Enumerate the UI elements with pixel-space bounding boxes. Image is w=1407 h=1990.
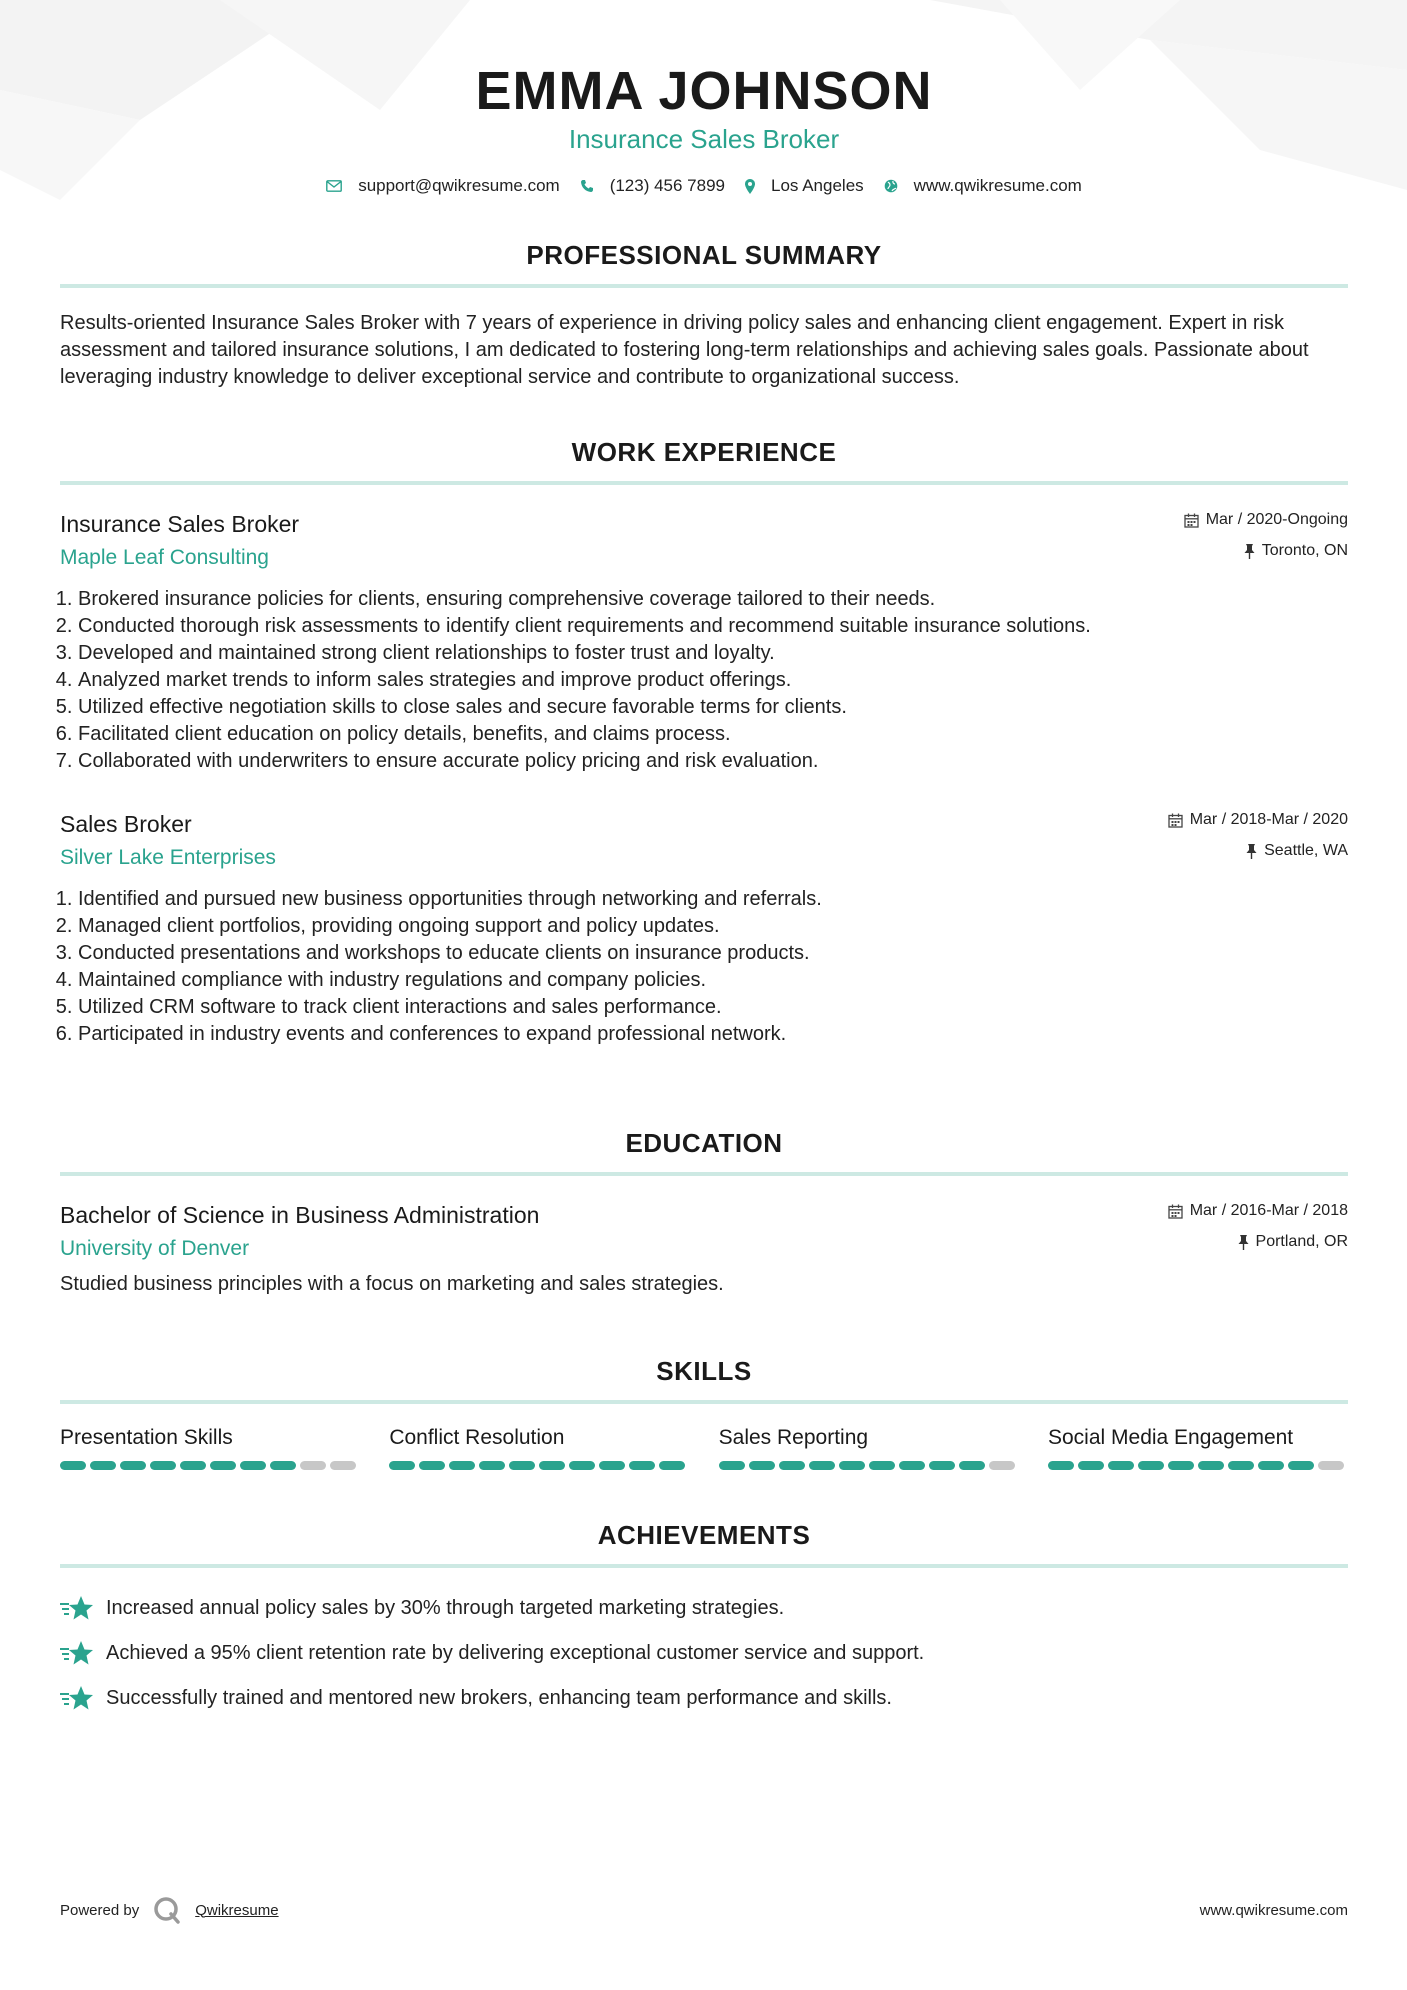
experience-section [60,437,1348,1048]
education-dates: Mar / 2016-Mar / 2018 [1189,1202,1348,1219]
skill-level-segment [509,1461,535,1470]
job-location: Toronto, ON [1261,542,1348,559]
skill-level-segment [479,1461,505,1470]
skill-level-segment [300,1461,326,1470]
contact-website-text: www.qwikresume.com [913,176,1082,195]
skill-level-segment [1048,1461,1074,1470]
skill-level-segment [240,1461,266,1470]
skill-level-segment [719,1461,745,1470]
list-item: 4. Maintained compliance with industry regulations and company policies. [78,967,1348,994]
pushpin-icon [1246,844,1257,859]
skill-level-segment [1168,1461,1194,1470]
achievement-text: Increased annual policy sales by 30% through targeted marketing strategies. [106,1597,785,1619]
skill-level-segment [60,1461,86,1470]
skill-level-segment [389,1461,415,1470]
skill-level-segment [180,1461,206,1470]
skill-level-segment [90,1461,116,1470]
skill-level-segment [120,1461,146,1470]
candidate-name: EMMA JOHNSON [475,61,933,121]
skill-level-segment [779,1461,805,1470]
footer-website[interactable]: www.qwikresume.com [1199,1901,1348,1919]
achievement-item [60,1676,1348,1721]
achievement-item [60,1586,1348,1631]
experience-heading: WORK EXPERIENCE [571,437,837,467]
list-item: 2. Conducted thorough risk assessments to identify client requirements and recommend suitable insurance solutions. [78,613,1348,640]
job-dates: Mar / 2020-Ongoing [1205,511,1348,528]
job-location: Seattle, WA [1264,842,1348,859]
skill-level-segment [1288,1461,1314,1470]
section-divider [60,481,1348,485]
job-title: Insurance Sales Broker [60,511,300,537]
skill-level-segment [809,1461,835,1470]
calendar-icon [1184,513,1199,528]
achievement-text: Achieved a 95% client retention rate by delivering exceptional customer service and support. [106,1642,925,1664]
education-heading: EDUCATION [625,1128,783,1158]
skill-level-segment [839,1461,865,1470]
education-entry [60,1200,1348,1298]
qwikresume-logo-icon [153,1896,181,1924]
skills-section [60,1356,1348,1470]
star-icon [60,1685,94,1713]
skill-name: Presentation Skills [60,1426,233,1449]
pushpin-icon [1244,544,1255,559]
contact-bar [60,176,1348,196]
skill-item [60,1424,360,1470]
candidate-role: Insurance Sales Broker [568,124,840,154]
skill-level-segment [1078,1461,1104,1470]
job-company: Maple Leaf Consulting [60,546,269,569]
resume-page [60,0,1348,1721]
skill-level-segment [1198,1461,1224,1470]
skill-level-segment [270,1461,296,1470]
powered-by-label: Powered by [60,1901,140,1919]
education-section [60,1128,1348,1298]
achievements-section [60,1520,1348,1721]
achievement-text: Successfully trained and mentored new brokers, enhancing team performance and skills. [106,1687,892,1709]
globe-icon [884,179,898,193]
list-item: 5. Utilized CRM software to track client interactions and sales performance. [78,994,1348,1021]
summary-text: Results-oriented Insurance Sales Broker with 7 years of experience in driving policy sales and enhancing client engagement. Expert in risk assessment and tailored insurance solutions, I am dedicated to fostering long-term relationships and achieving sales goals. Passionate about leveraging industry knowledge to deliver exceptional service and contribute to organizational success. [60,312,1309,388]
star-icon [60,1640,94,1668]
list-item: 1. Brokered insurance policies for clients, ensuring comprehensive coverage tailored to their needs. [78,586,1348,613]
phone-icon [580,179,594,193]
skill-level-bar [1048,1461,1348,1470]
job-entry [60,509,1348,775]
education-description: Studied business principles with a focus on marketing and sales strategies. [60,1273,724,1295]
skill-level-segment [210,1461,236,1470]
summary-section [60,240,1348,391]
skill-item [389,1424,689,1470]
list-item: 2. Managed client portfolios, providing ongoing support and policy updates. [78,913,1348,940]
section-divider [60,1400,1348,1404]
contact-phone-text: (123) 456 7899 [609,176,726,195]
summary-heading: PROFESSIONAL SUMMARY [526,240,882,270]
skill-item [719,1424,1019,1470]
page-footer [60,1896,1348,1924]
skill-name: Conflict Resolution [389,1426,565,1449]
skill-level-segment [1318,1461,1344,1470]
achievement-item [60,1631,1348,1676]
skill-level-segment [749,1461,775,1470]
skills-list [60,1424,1348,1470]
skill-level-segment [869,1461,895,1470]
pushpin-icon [1238,1235,1249,1250]
skill-level-segment [539,1461,565,1470]
skill-level-bar [719,1461,1019,1470]
star-icon [60,1595,94,1623]
list-item: 3. Conducted presentations and workshops to educate clients on insurance products. [78,940,1348,967]
education-location: Portland, OR [1255,1233,1348,1250]
skill-item [1048,1424,1348,1470]
skill-name: Sales Reporting [718,1426,869,1449]
powered-by [60,1896,279,1924]
list-item: 4. Analyzed market trends to inform sales strategies and improve product offerings. [78,667,1348,694]
resume-header [60,0,1348,196]
section-divider [60,1564,1348,1568]
achievements-heading: ACHIEVEMENTS [597,1520,811,1550]
contact-location [745,176,864,196]
education-meta [1168,1200,1348,1253]
job-duties-list [60,886,1348,1048]
skill-level-segment [419,1461,445,1470]
envelope-icon [326,180,342,192]
job-dates: Mar / 2018-Mar / 2020 [1189,811,1348,828]
list-item: 3. Developed and maintained strong client relationships to foster trust and loyalty. [78,640,1348,667]
job-company: Silver Lake Enterprises [60,846,276,869]
contact-phone[interactable] [580,176,725,196]
skill-level-segment [569,1461,595,1470]
skill-level-segment [929,1461,955,1470]
skill-level-segment [150,1461,176,1470]
skill-name: Social Media Engagement [1047,1426,1294,1449]
skill-level-segment [599,1461,625,1470]
degree-title: Bachelor of Science in Business Administration [60,1202,540,1228]
skill-level-segment [1228,1461,1254,1470]
skill-level-segment [449,1461,475,1470]
achievements-list [60,1586,1348,1721]
calendar-icon [1168,813,1183,828]
list-item: 5. Utilized effective negotiation skills to close sales and secure favorable terms for clients. [78,694,1348,721]
skill-level-bar [60,1461,360,1470]
list-item: 6. Facilitated client education on policy details, benefits, and claims process. [78,721,1348,748]
map-pin-icon [745,179,755,194]
job-meta [1184,509,1348,562]
calendar-icon [1168,1204,1183,1219]
contact-email[interactable] [326,176,560,196]
list-item: 7. Collaborated with underwriters to ensure accurate policy pricing and risk evaluation. [78,748,1348,775]
list-item: 1. Identified and pursued new business opportunities through networking and referrals. [78,886,1348,913]
skill-level-segment [659,1461,685,1470]
contact-website[interactable] [884,176,1082,196]
section-divider [60,1172,1348,1176]
contact-location-text: Los Angeles [771,176,864,195]
skill-level-segment [989,1461,1015,1470]
skill-level-bar [389,1461,689,1470]
skill-level-segment [959,1461,985,1470]
skill-level-segment [899,1461,925,1470]
contact-email-text: support@qwikresume.com [358,176,560,195]
job-entry [60,809,1348,1048]
qwikresume-link[interactable]: Qwikresume [195,1901,279,1919]
skill-level-segment [1258,1461,1284,1470]
section-divider [60,284,1348,288]
list-item: 6. Participated in industry events and conferences to expand professional network. [78,1021,1348,1048]
skill-level-segment [1138,1461,1164,1470]
job-meta [1168,809,1348,862]
skill-level-segment [629,1461,655,1470]
school-name: University of Denver [60,1237,250,1260]
job-duties-list [60,586,1348,775]
skill-level-segment [1108,1461,1134,1470]
job-title: Sales Broker [60,811,192,837]
skill-level-segment [330,1461,356,1470]
skills-heading: SKILLS [656,1356,752,1386]
